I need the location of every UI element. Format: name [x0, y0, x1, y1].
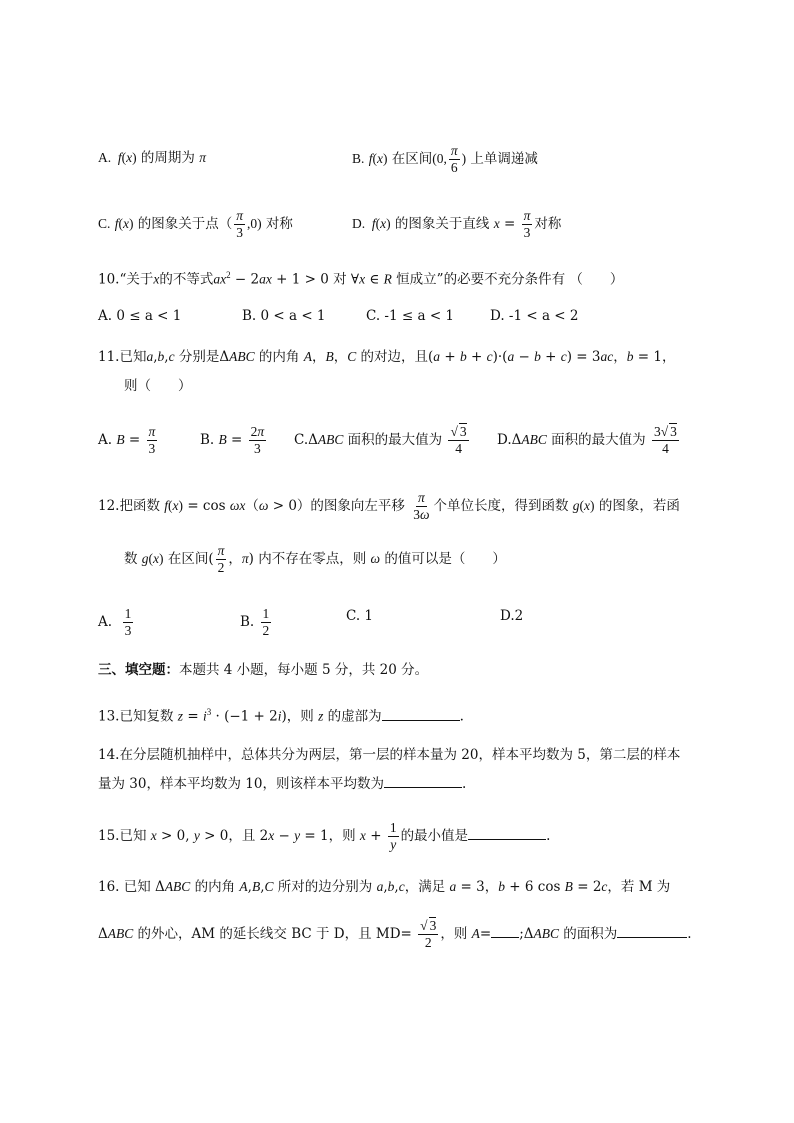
section-title: 三、填空题： [98, 662, 179, 678]
q10-option-b: B. 0 < a < 1 [242, 308, 326, 324]
q16-line-1: 16. 已知 ΔABC 的内角 A,B,C 所对的边分别为 a,b,c，满足 a = 3，b + 6 cos B = 2c，若 M 为 [98, 879, 671, 895]
q11-option-a: A. B = $\frac{\pi}{3}$ [98, 424, 156, 456]
q11-option-d: D.ΔABC 面积的最大值为 $\frac{3√ 3}{4}$ [497, 424, 677, 456]
q9-option-c: C. f(x) 的图象关于点（ $\frac{\pi}{3}$ ,0) 对称 [98, 208, 293, 240]
q12-option-b: B. $\frac{1}{2}$ [240, 606, 270, 638]
q12-stem-2: 数 g(x) 在区间( $\frac{\pi}{2}$ ，π) 内不存在零点，则 ω 的值可以是（ ） [124, 543, 506, 575]
q12-option-a: A. $\frac{1}{3}$ [98, 606, 132, 638]
q15: 15.已知 x > 0, y > 0，且 2x − y = 1，则 x + $\frac{1}{y}$ 的最小值是 . [98, 820, 551, 852]
q12-stem: 12.把函数 f(x) = cos ωx（ω > 0）的图象向左平移 $\frac{\pi}{3\omega}$ 个单位长度，得到函数 g(x) 的图象，若函 [98, 490, 680, 522]
q9-option-d: D. f(x) 的图象关于直线 x = $\frac{\pi}{3}$ 对称 [352, 208, 562, 240]
q12-option-d: D.2 [500, 608, 524, 624]
q14-line-2: 量为 30，样本平均数为 10，则该样本平均数为 . [98, 776, 467, 792]
q14-line-1: 14.在分层随机抽样中，总体共分为两层，第一层的样本量为 20，样本平均数为 5，第二层的样本 [98, 747, 681, 763]
q10-option-a: A. 0 ≤ a < 1 [98, 308, 182, 324]
q13: 13.已知复数 $z = i^3 \cdot (-1 + 2i)$，则 z 的虚部为 . [98, 707, 464, 725]
q9-option-b: B. f(x) 在区间(0, $\frac{\pi}{6}$ ) 上单调递减 [352, 143, 538, 175]
section-heading [98, 660, 428, 680]
section-desc: 本题共 4 小题，每小题 5 分，共 20 分。 [179, 662, 429, 678]
q12-option-c: C. 1 [346, 608, 374, 624]
q11-option-c: C.ΔABC 面积的最大值为 $\frac{√ 3}{4}$ [294, 424, 467, 456]
q9-option-a: A. f(x) 的周期为 π [98, 150, 206, 166]
q11-stem-2: 则（ ） [124, 378, 192, 394]
q16-line-2: ΔABC 的外心，AM 的延长线交 BC 于 D，且 MD= $\frac{√ 3}{2}$ ，则 A= ;ΔABC 的面积为 . [98, 918, 692, 950]
q10-option-c: C. -1 ≤ a < 1 [366, 308, 455, 324]
q11-option-b: B. B = $\frac{2\pi}{3}$ [200, 424, 265, 456]
q10-option-d: D. -1 < a < 2 [490, 308, 579, 324]
q10-stem: 10.“关于x的不等式$ax^2 - 2ax + 1 > 0$ 对 ∀x ∈ R 恒成立”的必要不充分条件有 （ ） [98, 270, 624, 288]
q11-stem: 11.已知a,b,c 分别是ΔABC 的内角 A，B，C 的对边，且(a + b + c)·(a − b + c) = 3ac，b = 1， [98, 349, 676, 365]
